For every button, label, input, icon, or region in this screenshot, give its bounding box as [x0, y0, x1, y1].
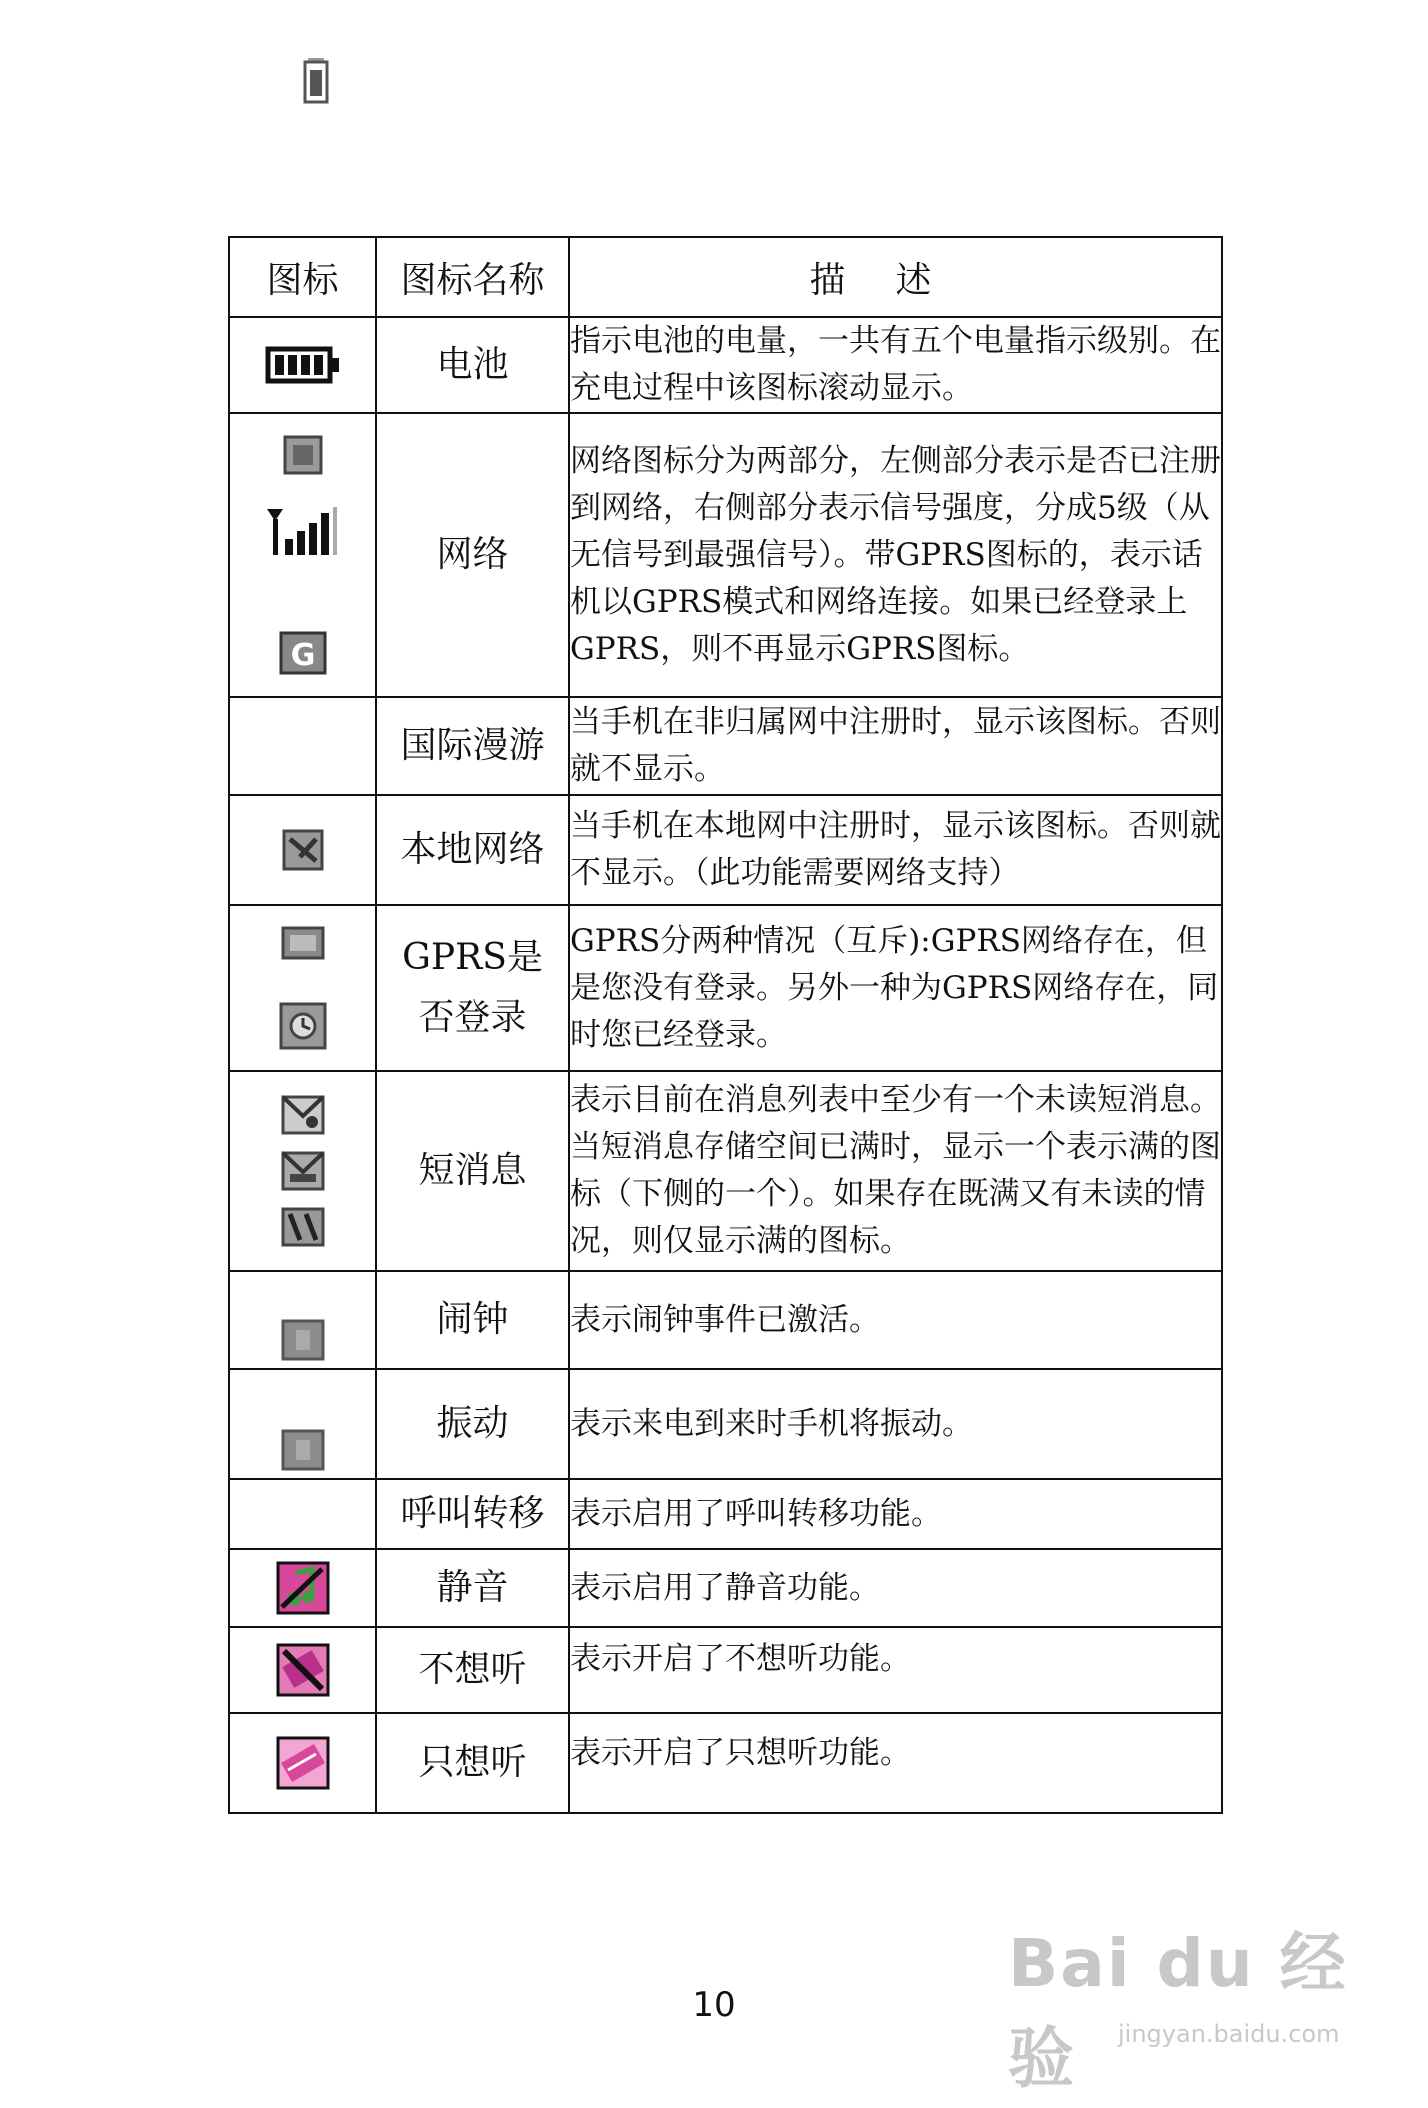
- table-row: [229, 413, 1222, 697]
- unread-sms-icon: [280, 1094, 326, 1136]
- row-desc: 当手机在非归属网中注册时，显示该图标。否则就不显示。: [569, 697, 1222, 795]
- vibrate-icon: [280, 1428, 326, 1472]
- watermark: [1008, 1910, 1368, 2097]
- table-row: [229, 1549, 1222, 1627]
- table-row: [229, 1271, 1222, 1369]
- row-name: 国际漫游: [376, 697, 569, 795]
- table-row: [229, 1479, 1222, 1549]
- block-listen-icon: [276, 1643, 330, 1697]
- table-row: [229, 795, 1222, 905]
- table-row: [229, 1713, 1222, 1813]
- table-header-row: [229, 237, 1222, 317]
- table-row: [229, 905, 1222, 1071]
- gprs-logged-in-icon: [278, 1001, 328, 1051]
- row-name: 网络: [376, 413, 569, 697]
- table-row: [229, 697, 1222, 795]
- page-number: 10: [692, 1985, 736, 2025]
- row-desc: 当手机在本地网中注册时，显示该图标。否则就不显示。（此功能需要网络支持）: [569, 795, 1222, 905]
- row-name: 只想听: [376, 1713, 569, 1813]
- row-name: GPRS是否登录: [376, 905, 569, 1071]
- row-desc: 表示启用了呼叫转移功能。: [569, 1479, 1222, 1549]
- row-name: 闹钟: [376, 1271, 569, 1369]
- header-icon: 图标: [229, 237, 376, 317]
- alarm-icon: [280, 1318, 326, 1362]
- watermark-url: jingyan.baidu.com: [1118, 2020, 1340, 2048]
- row-desc: 表示来电到来时手机将振动。: [569, 1369, 1222, 1479]
- network-registered-icon: [281, 433, 325, 477]
- gprs-available-icon: [280, 925, 326, 961]
- row-name: 呼叫转移: [376, 1479, 569, 1549]
- sms-full-icon: [280, 1150, 326, 1192]
- header-name: 图标名称: [376, 237, 569, 317]
- gprs-icon: [277, 629, 329, 677]
- row-name: 不想听: [376, 1627, 569, 1713]
- row-desc: 表示开启了不想听功能。: [569, 1627, 1222, 1713]
- row-desc: GPRS分两种情况（互斥):GPRS网络存在，但是您没有登录。另外一种为GPRS网络存在，同时您已经登录。: [569, 905, 1222, 1071]
- row-desc: 网络图标分为两部分，左侧部分表示是否已注册到网络，右侧部分表示信号强度，分成5级（从无信号到最强信号）。带GPRS图标的，表示话机以GPRS模式和网络连接。如果已经登录上GPRS，则不再显示GPRS图标。: [569, 413, 1222, 697]
- row-desc: 表示启用了静音功能。: [569, 1549, 1222, 1627]
- row-name: 电池: [376, 317, 569, 413]
- row-desc: 表示开启了只想听功能。: [569, 1713, 1222, 1813]
- local-network-icon: [280, 827, 326, 873]
- mute-icon: [276, 1561, 330, 1615]
- watermark-logo: Bai du 经验: [1008, 1925, 1348, 2097]
- battery-icon: [265, 343, 341, 387]
- battery-vertical-icon: [302, 58, 330, 104]
- signal-strength-icon: [263, 503, 343, 559]
- row-name: 短消息: [376, 1071, 569, 1271]
- row-desc: 指示电池的电量，一共有五个电量指示级别。在充电过程中该图标滚动显示。: [569, 317, 1222, 413]
- row-name: 静音: [376, 1549, 569, 1627]
- table-row: [229, 317, 1222, 413]
- row-desc: 表示目前在消息列表中至少有一个未读短消息。当短消息存储空间已满时，显示一个表示满的图标（下侧的一个）。如果存在既满又有未读的情况，则仅显示满的图标。: [569, 1071, 1222, 1271]
- row-desc: 表示闹钟事件已激活。: [569, 1271, 1222, 1369]
- status-icon-table: [228, 236, 1223, 1814]
- table-row: [229, 1369, 1222, 1479]
- header-desc: 描述: [569, 237, 1222, 317]
- row-name: 振动: [376, 1369, 569, 1479]
- row-name: 本地网络: [376, 795, 569, 905]
- svg-text:G: G: [290, 638, 315, 673]
- table-row: [229, 1071, 1222, 1271]
- only-listen-icon: [276, 1736, 330, 1790]
- sms-full-unread-icon: [280, 1206, 326, 1248]
- table-row: [229, 1627, 1222, 1713]
